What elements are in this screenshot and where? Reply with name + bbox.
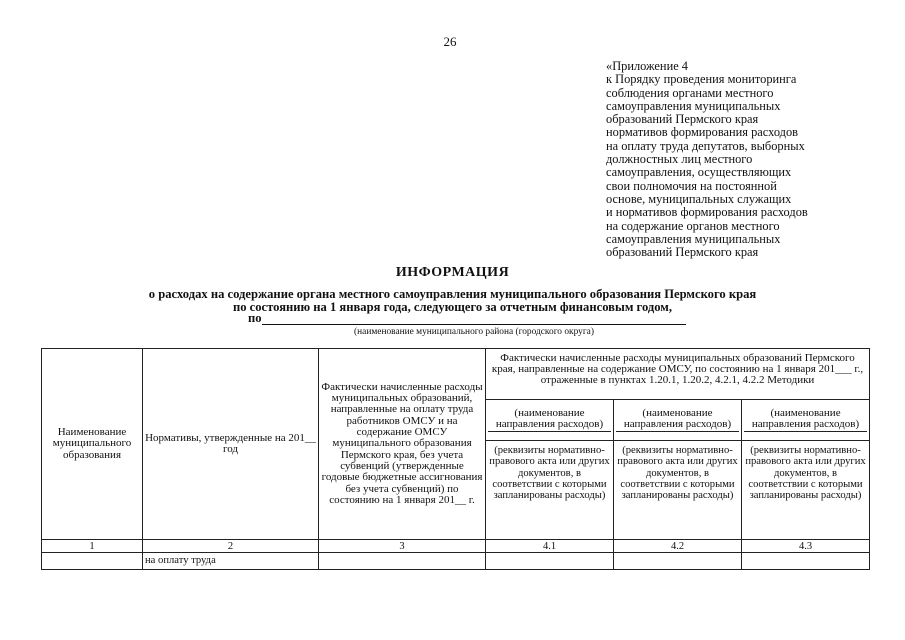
table-cell [42, 553, 143, 570]
appendix-line: образований Пермского края [606, 245, 759, 260]
header-requisites-4-2: (реквизиты нормативно-правового акта или других документов, в соответствии с которыми запланированы расходы) [614, 441, 742, 540]
appendix-line: «Приложение 4 [606, 59, 688, 73]
appendix-line: должностных лиц местного [606, 152, 753, 167]
appendix-line: на оплату труда депутатов, выборных [606, 138, 805, 153]
appendix-line: образований Пермского края [606, 112, 759, 127]
header-municipality: Наименование муниципального образования [42, 349, 143, 540]
column-number: 1 [42, 540, 143, 553]
header-direction-4-3 [742, 400, 870, 441]
appendix-line: основе, муниципальных служащих [606, 191, 792, 206]
appendix-line: самоуправления муниципальных [606, 231, 781, 246]
column-number: 4.3 [742, 540, 870, 553]
appendix-line: на содержание органов местного [606, 218, 780, 233]
header-direction-4-2 [614, 400, 742, 441]
table-cell [742, 553, 870, 570]
column-number: 3 [319, 540, 486, 553]
appendix-line: и нормативов формирования расходов [606, 205, 808, 220]
table-cell: на оплату труда [143, 553, 319, 570]
appendix-line: соблюдения органами местного [606, 85, 774, 100]
column-number: 4.2 [614, 540, 742, 553]
po-caption: (наименование муниципального района (городского округа) [354, 327, 594, 337]
header-requisites-4-3: (реквизиты нормативно-правового акта или других документов, в соответствии с которыми запланированы расходы) [742, 441, 870, 540]
appendix-line: к Порядку проведения мониторинга [606, 72, 797, 87]
column-number: 4.1 [486, 540, 614, 553]
subtitle-line: о расходах на содержание органа местного самоуправления муниципального образования Пермского края [148, 287, 757, 301]
column-number: 2 [143, 540, 319, 553]
table-cell [486, 553, 614, 570]
direction-label: (наименование направления расходов) [616, 408, 739, 433]
subtitle-line: по состоянию на 1 января года, следующего за отчетным финансовым годом, [232, 299, 673, 314]
direction-label: (наименование направления расходов) [744, 408, 867, 433]
document-subtitle [0, 288, 905, 313]
header-group-expenses: Фактически начисленные расходы муниципальных образований Пермского края, направленные на содержание ОМСУ, по состоянию на 1 января 201___ г., отраженные в пунктах 1.20.1, 1.20.2, 4.2.1, 4.2.2 Методики [486, 349, 870, 400]
fill-in-line [262, 324, 686, 325]
appendix-line: нормативов формирования расходов [606, 125, 799, 140]
appendix-block [606, 60, 898, 259]
header-requisites-4-1: (реквизиты нормативно-правового акта или других документов, в соответствии с которыми запланированы расходы) [486, 441, 614, 540]
po-label: по [248, 311, 262, 325]
appendix-line: свои полномочия на постоянной [606, 178, 777, 193]
header-actual-expenses: Фактически начисленные расходы муниципальных образований, направленные на оплату труда работников ОМСУ и на содержание ОМСУ муниципального образования Пермского края, без учета субвенций (утвержденные годовые бюджетные ассигнования без учета субвенций) по состоянию на 1 января 201__ г. [319, 349, 486, 540]
header-direction-4-1 [486, 400, 614, 441]
header-norms: Нормативы, утвержденные на 201__ год [143, 349, 319, 540]
table-cell [319, 553, 486, 570]
appendix-line: самоуправления муниципальных [606, 98, 781, 113]
table-cell [614, 553, 742, 570]
expenses-table [41, 348, 870, 570]
page-number: 26 [443, 34, 457, 49]
direction-label: (наименование направления расходов) [488, 408, 611, 433]
appendix-line: самоуправления, осуществляющих [606, 165, 792, 180]
document-title: ИНФОРМАЦИЯ [395, 265, 510, 280]
